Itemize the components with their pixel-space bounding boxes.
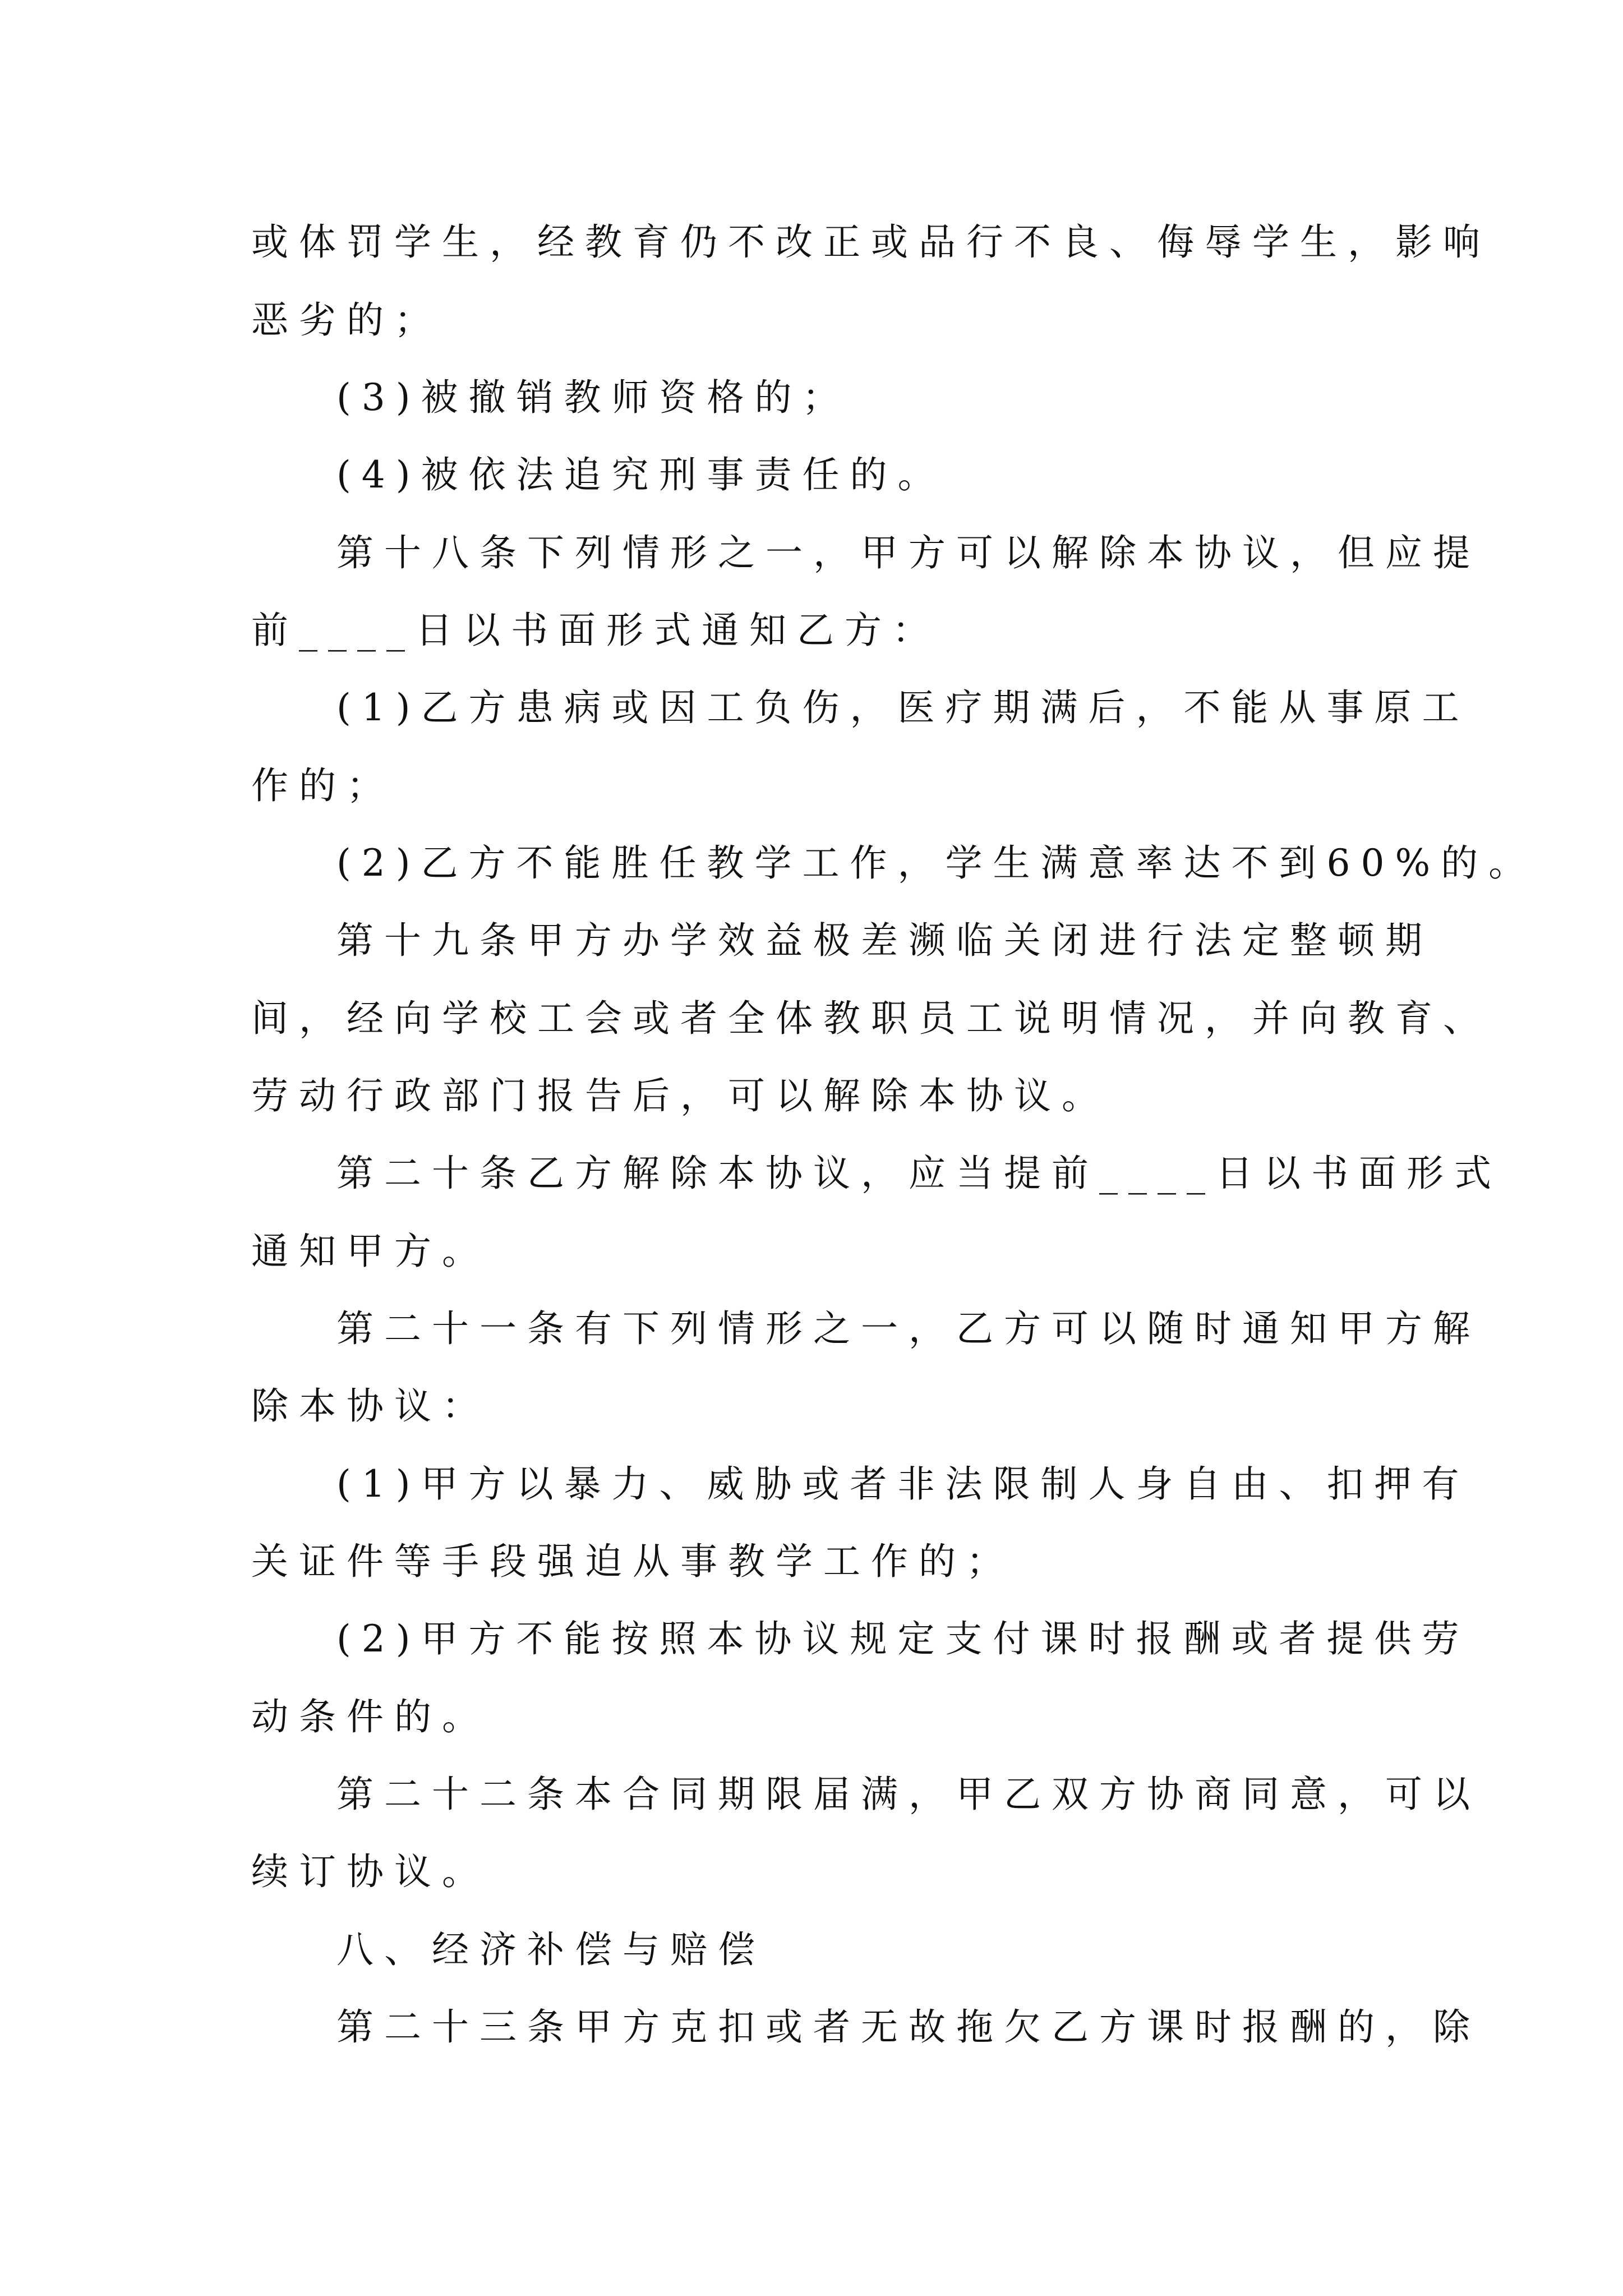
text-line: (1)甲方以暴力、威胁或者非法限制人身自由、扣押有 [336, 1462, 1470, 1506]
text-line: 前____日以书面形式通知乙方： [251, 609, 940, 652]
text-line: (3)被撤销教师资格的； [336, 376, 850, 419]
text-line: 关证件等手段强迫从事教学工作的； [251, 1540, 1014, 1583]
text-line: (1)乙方患病或因工负伤，医疗期满后，不能从事原工 [336, 686, 1470, 729]
text-line: 续订协议。 [251, 1850, 490, 1893]
text-line: 第十八条下列情形之一，甲方可以解除本协议，但应提 [336, 531, 1481, 574]
text-line: 动条件的。 [251, 1695, 490, 1738]
text-line: 恶劣的； [251, 298, 442, 342]
text-line: (2)乙方不能胜任教学工作，学生满意率达不到60%的。 [336, 841, 1537, 885]
text-line: 作的； [251, 764, 394, 807]
text-line: 第二十三条甲方克扣或者无故拖欠乙方课时报酬的，除 [336, 2005, 1481, 2049]
section-heading: 八、经济补偿与赔偿 [336, 1928, 766, 1971]
text-line: 除本协议： [251, 1384, 490, 1428]
text-line: 间，经向学校工会或者全体教职员工说明情况，并向教育、 [251, 997, 1491, 1040]
text-line: 第二十一条有下列情形之一，乙方可以随时通知甲方解 [336, 1307, 1481, 1350]
text-line: 第十九条甲方办学效益极差濒临关闭进行法定整顿期 [336, 919, 1433, 962]
text-line: (2)甲方不能按照本协议规定支付课时报酬或者提供劳 [336, 1617, 1470, 1660]
text-line: 第二十条乙方解除本协议，应当提前____日以书面形式 [336, 1152, 1502, 1195]
text-line: 劳动行政部门报告后，可以解除本协议。 [251, 1074, 1109, 1117]
text-line: 通知甲方。 [251, 1230, 490, 1273]
text-line: (4)被依法追究刑事责任的。 [336, 453, 946, 496]
text-line: 或体罚学生，经教育仍不改正或品行不良、侮辱学生，影响 [251, 220, 1491, 264]
text-line: 第二十二条本合同期限届满，甲乙双方协商同意，可以 [336, 1773, 1481, 1816]
